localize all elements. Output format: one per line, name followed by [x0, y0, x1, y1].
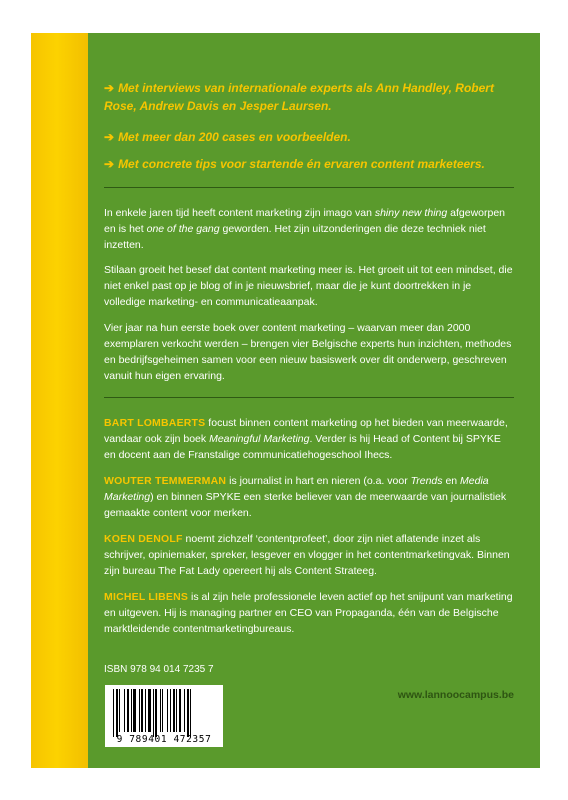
barcode-stripe — [155, 689, 157, 737]
barcode-stripe — [167, 689, 168, 732]
author-bio-bart-lombaerts: BART LOMBAERTS focust binnen content marketing op het bieden van meerwaarde, vandaar ook zijn boek Meaningful Marketing. Verder is hij Head of Content bij SPYKE en docent aan de Franstalige communicatiehogeschool Ihecs. — [104, 417, 508, 461]
bullet-tips: ➔ Met concrete tips voor startende én ervaren content marketeers. — [104, 157, 485, 171]
intro-paragraph-3: Vier jaar na hun eerste boek over content marketing – waarvan meer dan 2000 exemplaren verkocht werden – brengen vier Belgische experts hun inzichten, methodes en bedrijfsgeheimen samen voor een nieuw basiswerk over dit onderwerp, geschreven vanuit hun eigen ervaring. — [104, 322, 512, 382]
barcode-stripe — [190, 689, 191, 737]
arrow-icon: ➔ — [104, 130, 115, 144]
author-bio-wouter-temmerman: WOUTER TEMMERMAN is journalist in hart en nieren (o.a. voor Trends en Media Marketing) en binnen SPYKE een sterke believer van de meerwaarde van journalistiek gemaakte content voor merken. — [104, 475, 507, 519]
bullet-cases: ➔ Met meer dan 200 cases en voorbeelden. — [104, 130, 351, 144]
author-bio-michel-libens: MICHEL LIBENS is al zijn hele professionele leven actief op het snijpunt van marketing en uitgeven. Hij is managing partner en CEO van Propaganda, één van de Belgische marktleidende contentmarketingbureaus. — [104, 591, 513, 635]
author-name: MICHEL LIBENS — [104, 591, 189, 603]
yellow-spine-strip — [31, 33, 88, 768]
barcode-stripe — [184, 689, 185, 732]
author-name: BART LOMBAERTS — [104, 417, 206, 429]
barcode-stripe — [153, 689, 154, 737]
arrow-icon: ➔ — [104, 81, 115, 95]
barcode-stripe — [145, 689, 146, 732]
barcode-stripe — [116, 689, 118, 737]
barcode-stripe — [170, 689, 171, 732]
barcode-stripe — [127, 689, 129, 732]
intro-paragraph-2: Stilaan groeit het besef dat content marketing meer is. Het groeit uit tot een mindset, die niet enkel past op je blog of in je nieuwsbrief, maar die je kunt doortrekken in je volledige marketing- en communicatieaanpak. — [104, 264, 513, 308]
barcode-stripe — [187, 689, 189, 737]
barcode-stripe — [113, 689, 114, 737]
barcode-stripe — [148, 689, 151, 732]
barcode-stripe — [124, 689, 125, 732]
bullet-interviews: ➔ Met interviews van internationale experts als Ann Handley, Robert Rose, Andrew Davis en Jesper Laursen. — [104, 81, 494, 113]
intro-paragraph-1: In enkele jaren tijd heeft content marketing zijn imago van shiny new thing afgeworpen en is het one of the gang geworden. Het zijn uitzonderingen die deze techniek niet inzetten. — [104, 207, 506, 251]
barcode-stripe — [179, 689, 181, 732]
author-name: KOEN DENOLF — [104, 533, 183, 545]
barcode-stripe — [176, 689, 177, 732]
barcode-stripe — [141, 689, 143, 732]
isbn-text: ISBN 978 94 014 7235 7 — [104, 664, 214, 675]
barcode-stripe — [173, 689, 175, 732]
barcode-stripe — [119, 689, 120, 732]
barcode-number: 9 789401 472357 — [116, 734, 212, 745]
barcode — [105, 685, 223, 747]
barcode-stripe — [162, 689, 163, 732]
arrow-icon: ➔ — [104, 157, 115, 171]
divider-middle — [104, 397, 514, 398]
barcode-stripe — [131, 689, 132, 732]
author-name: WOUTER TEMMERMAN — [104, 475, 227, 487]
divider-top — [104, 187, 514, 188]
publisher-website: www.lannoocampus.be — [397, 689, 514, 701]
barcode-stripe — [133, 689, 136, 732]
author-bio-koen-denolf: KOEN DENOLF noemt zichzelf ‘contentprofeet’, door zijn niet aflatende inzet als schrijver, opiniemaker, spreker, lesgever en vlogger in het contentmarketingvak. Binnen zijn bureau The Fat Lady opereert hij als Content Strateeg. — [104, 533, 510, 577]
barcode-bars — [113, 689, 215, 732]
barcode-stripe — [160, 689, 161, 732]
book-back-cover — [31, 33, 540, 768]
barcode-stripe — [139, 689, 140, 732]
